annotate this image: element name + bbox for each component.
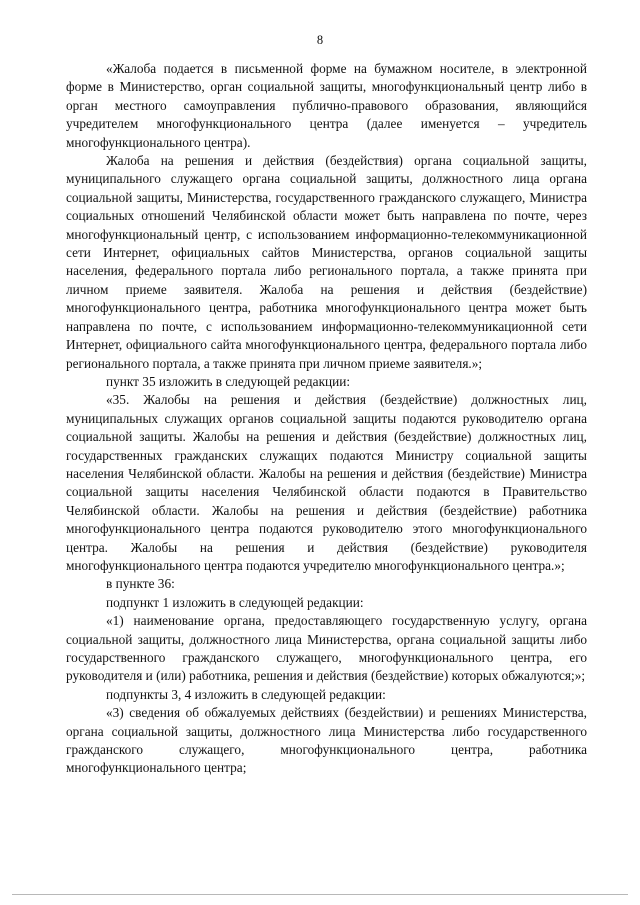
paragraph-item-36-intro: в пункте 36: [106,576,175,592]
paragraph-subitem-1-intro: подпункт 1 изложить в следующей редакции: [106,594,364,610]
paragraph-item-35-text: «35. Жалобы на решения и действия (бездействие) должностных лиц, муниципальных служащих органов социальной защиты подаются руководителю органа социальной защиты. Жалобы на решения и действия (бездействие) должностных лиц, государственных гражданских служащих подаются Министру социальной защиты населения Челябинской области. Жалобы на решения и действия (бездействие) Министра социальной защиты населения Челябинской области подаются в Правительство Челябинской области. Жалобы на решения и действия (бездействие) работника многофункционального центра подаются руководителю этого многофункционального центра. Жалобы на решения и действия (бездействие) руководителя многофункционального центра подаются учредителю многофункционального центра.»; [66,392,587,573]
paragraph-complaint-form: «Жалоба подается в письменной форме на бумажном носителе, в электронной форме в Министерство, орган социальной защиты, многофункциональный центр либо в орган местного самоуправления публично-правового образования, являющийся учредителем многофункционального центра (далее именуется – учредитель многофункционального центра). [66,61,587,150]
page-number: 8 [316,33,324,47]
paragraph-subitem-1-text: «1) наименование органа, предоставляющего государственную услугу, органа социальной защиты, должностного лица Министерства, органа социальной защиты либо государственного гражданского служащего, многофункционального центра, его руководителя и (или) работника, решения и действия (бездействие) которых обжалуются;»; [66,613,587,684]
bottom-scan-line [12,894,628,895]
paragraph-complaint-channels: Жалоба на решения и действия (бездействия) органа социальной защиты, муниципального служащего органа социальной защиты, должностного лица органа социальной защиты, Министерства, государственного гражданского служащего, Министра социальных отношений Челябинской области может быть направлена по почте, через многофункциональный центр, с использованием информационно-телекоммуникационной сети Интернет, официальных сайтов Министерства, органов социальной защиты населения, федерального портала либо регионального портала, а также принята при личном приеме заявителя. Жалоба на решения и действия (бездействие) многофункционального центра, работника многофункционального центра может быть направлена по почте, с использованием информационно-телекоммуникационной сети Интернет, официального сайта многофункционального центра, федерального портала либо регионального портала, а также принята при личном приеме заявителя.»; [66,153,587,371]
paragraph-subitems-3-4-intro: подпункты 3, 4 изложить в следующей редакции: [106,686,386,702]
document-body [66,60,587,778]
paragraph-subitem-3-text: «3) сведения об обжалуемых действиях (бездействии) и решениях Министерства, органа социальной защиты, должностного лица Министерства либо государственного гражданского служащего, многофункционального центра, работника многофункционального центра; [66,705,587,776]
paragraph-item-35-intro: пункт 35 изложить в следующей редакции: [106,373,351,389]
